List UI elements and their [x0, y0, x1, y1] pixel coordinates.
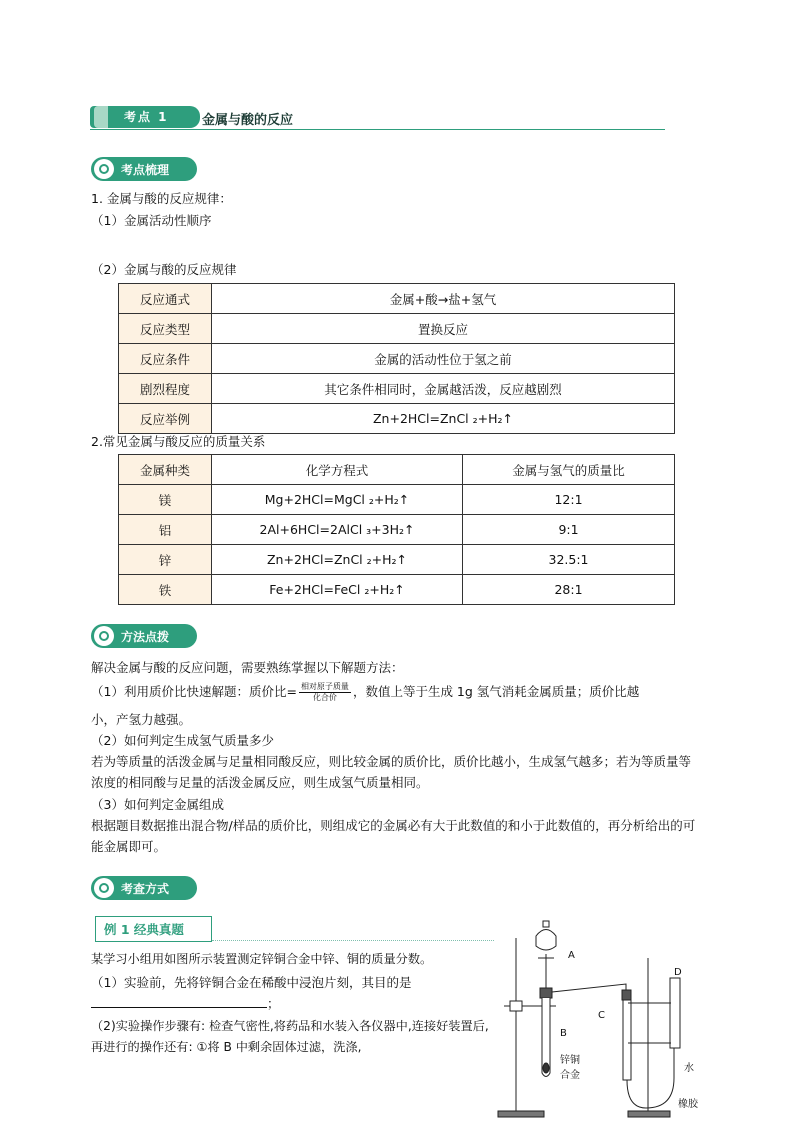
metal-cell: 铁	[119, 575, 212, 605]
label-rubber: 橡胶	[678, 1099, 698, 1110]
burette-c	[623, 1000, 631, 1080]
target-icon	[94, 878, 114, 898]
mass-ratio-table	[118, 454, 675, 605]
example-tag	[95, 916, 212, 942]
paragraph: 解决金属与酸的反应问题，需要熟练掌握以下解题方法：	[91, 660, 404, 675]
table-row	[119, 575, 675, 605]
ratio-cell: 32.5:1	[463, 545, 675, 575]
row-value: 金属的活动性位于氢之前	[212, 344, 675, 374]
label-water: 水	[684, 1063, 694, 1074]
section-underline	[90, 129, 665, 130]
stand-base	[498, 1111, 544, 1117]
row-value: 置换反应	[212, 314, 675, 344]
label-a: A	[568, 950, 575, 961]
tube-d	[670, 978, 680, 1048]
answer-blank-end: ；	[267, 996, 280, 1011]
paragraph: 若为等质量的活泼金属与足量相同酸反应，则比较金属的质价比，质价比越小，生成氢气越多；若为等质量等浓度的相同酸与足量的活泼金属反应，则生成氢气质量相同。	[91, 754, 692, 790]
row-label: 反应类型	[119, 314, 212, 344]
label-alloy-2: 合金	[560, 1070, 580, 1081]
equation-cell: Mg+2HCl=MgCl ₂+H₂↑	[212, 485, 463, 515]
equation-cell: 2Al+6HCl=2AlCl ₃+3H₂↑	[212, 515, 463, 545]
row-label: 反应举例	[119, 404, 212, 434]
equation-cell: Zn+2HCl=ZnCl ₂+H₂↑	[212, 545, 463, 575]
table-row	[119, 545, 675, 575]
section-tab-cap	[94, 106, 108, 128]
section-tag: 考点 1	[124, 110, 169, 124]
metal-cell: 镁	[119, 485, 212, 515]
target-icon	[94, 626, 114, 646]
question-text: 某学习小组用如图所示装置测定锌铜合金中锌、铜的质量分数。	[91, 952, 433, 966]
equation-cell: Fe+2HCl=FeCl ₂+H₂↑	[212, 575, 463, 605]
table-row	[119, 515, 675, 545]
label-c: C	[598, 1010, 605, 1021]
row-label: 剧烈程度	[119, 374, 212, 404]
table-row	[119, 314, 675, 344]
reaction-rules-table	[118, 283, 675, 434]
heading-review	[91, 157, 197, 181]
ratio-cell: 28:1	[463, 575, 675, 605]
metal-cell: 铝	[119, 515, 212, 545]
heading-exam-text: 考查方式	[121, 882, 170, 896]
example-tag-text: 例 1 经典真题	[104, 922, 184, 937]
funnel-a	[536, 930, 556, 951]
target-icon	[94, 159, 114, 179]
heading-review-text: 考点梳理	[121, 163, 170, 177]
row-label: 反应条件	[119, 344, 212, 374]
table-header: 金属种类	[119, 455, 212, 485]
metal-cell: 锌	[119, 545, 212, 575]
table-row	[119, 374, 675, 404]
heading-method-text: 方法点拨	[121, 630, 170, 644]
row-value: Zn+2HCl=ZnCl ₂+H₂↑	[212, 404, 675, 434]
row-label: 反应通式	[119, 284, 212, 314]
row-value: 其它条件相同时，金属越活泼，反应越剧烈	[212, 374, 675, 404]
label-b: B	[560, 1028, 567, 1039]
paragraph: （2）金属与酸的反应规律	[91, 262, 237, 277]
fraction-denominator: 化合价	[312, 693, 337, 702]
paragraph: 根据题目数据推出混合物/样品的质价比，则组成它的金属必有大于此数值的和小于此数值的，再分析给出的可能金属即可。	[91, 818, 696, 854]
paragraph-formula	[91, 681, 706, 703]
paragraph: （2）如何判定生成氢气质量多少	[91, 733, 274, 748]
apparatus-figure	[496, 918, 716, 1123]
ratio-cell: 12:1	[463, 485, 675, 515]
stopper-b	[540, 988, 552, 998]
formula-suffix: ，数值上等于生成 1g 氢气消耗金属质量；质价比越	[352, 684, 640, 699]
paragraph: 小，产氢力越强。	[91, 712, 192, 727]
formula-fraction	[299, 682, 351, 703]
label-alloy-1: 锌铜	[560, 1055, 580, 1066]
answer-blank[interactable]	[91, 995, 267, 1008]
paragraph: 2.常见金属与酸反应的质量关系	[91, 434, 266, 449]
heading-method	[91, 624, 197, 648]
paragraph: （3）如何判定金属组成	[91, 797, 224, 812]
table-header: 化学方程式	[212, 455, 463, 485]
example-divider	[212, 940, 494, 941]
table-row	[119, 344, 675, 374]
section-title: 金属与酸的反应	[202, 113, 294, 128]
label-d: D	[674, 967, 682, 978]
ratio-cell: 9:1	[463, 515, 675, 545]
question-text: （2)实验操作步骤有: 检查气密性,将药品和水装入各仪器中,连接好装置后,再进行的操作还有: ①将 B 中剩余固体过滤，洗涤,	[91, 1019, 489, 1054]
formula-prefix: （1）利用质价比快速解题：质价比=	[91, 684, 297, 699]
question-text: （1）实验前，先将锌铜合金在稀酸中浸泡片刻，其目的是	[91, 975, 412, 990]
section-header	[90, 104, 665, 130]
row-value: 金属+酸→盐+氢气	[212, 284, 675, 314]
paragraph: 1. 金属与酸的反应规律：	[91, 191, 232, 206]
table-row	[119, 284, 675, 314]
table-row	[119, 485, 675, 515]
table-row	[119, 404, 675, 434]
table-header: 金属与氢气的质量比	[463, 455, 675, 485]
answer-line-row	[91, 993, 496, 1014]
fraction-numerator: 相对原子质量	[300, 682, 349, 691]
heading-exam	[91, 876, 197, 900]
paragraph: （1）金属活动性顺序	[91, 213, 212, 228]
